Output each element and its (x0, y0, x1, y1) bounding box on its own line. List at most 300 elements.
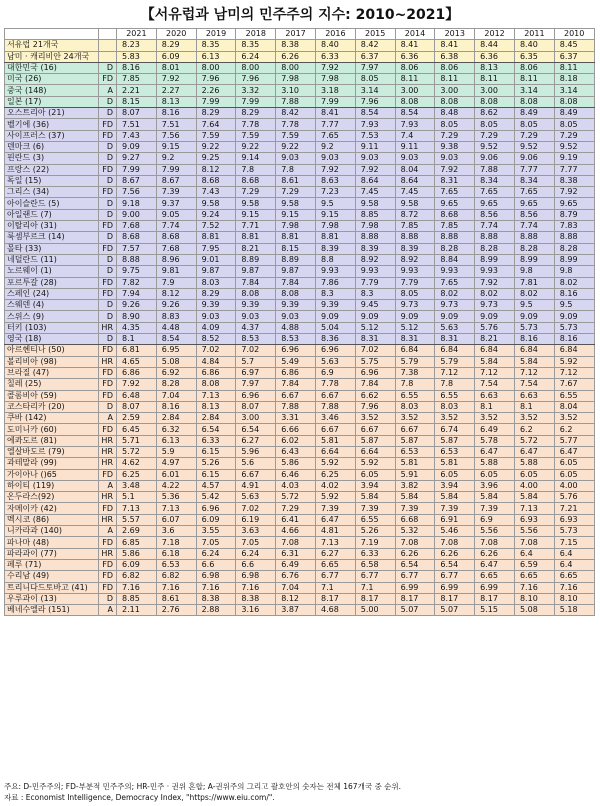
index-value-cell: 8.81 (236, 232, 276, 243)
index-value-cell: 5.84 (514, 356, 554, 367)
index-value-cell: 5.86 (117, 548, 157, 559)
index-value-cell: 6.36 (475, 51, 515, 62)
index-value-cell: 6.86 (117, 367, 157, 378)
index-value-cell: 2.26 (196, 85, 236, 96)
index-value-cell: 3.87 (276, 605, 316, 616)
index-value-cell: 6.86 (276, 367, 316, 378)
index-value-cell: 7.67 (554, 379, 594, 390)
index-value-cell: 6.9 (475, 514, 515, 525)
index-value-cell: 2.76 (156, 605, 196, 616)
index-value-cell: 9.65 (435, 198, 475, 209)
index-value-cell: 8.85 (117, 593, 157, 604)
country-name-cell: 콜롬비아 (59) (5, 390, 99, 401)
index-value-cell: 7.92 (117, 379, 157, 390)
country-name-cell: 엘살바도르 (79) (5, 446, 99, 457)
index-value-cell: 6.62 (355, 390, 395, 401)
footnote-legend: 주요: D-민주주의; FD-부분적 민주주의; HR-민주 · 권위 혼합; A-권위주의 그리고 괄호안의 숫자는 전체 167개국 중 순위. (4, 782, 401, 791)
index-value-cell: 7.65 (315, 130, 355, 141)
index-value-cell: 6.59 (514, 559, 554, 570)
index-value-cell: 7.99 (315, 96, 355, 107)
index-value-cell: 7.98 (276, 74, 316, 85)
index-value-cell: 8.68 (236, 175, 276, 186)
index-value-cell: 3.00 (435, 85, 475, 96)
index-value-cell: 8.16 (554, 334, 594, 345)
index-value-cell: 7.29 (276, 187, 316, 198)
index-value-cell: 7.15 (554, 537, 594, 548)
table-row (5, 593, 595, 604)
index-value-cell: 7.78 (236, 119, 276, 130)
table-row (5, 582, 595, 593)
index-value-cell: 5.18 (554, 605, 594, 616)
table-row (5, 130, 595, 141)
country-name-cell: 일본 (17) (5, 96, 99, 107)
index-value-cell: 8.12 (196, 164, 236, 175)
index-value-cell: 7.85 (117, 74, 157, 85)
index-value-cell: 9.39 (196, 300, 236, 311)
country-name-cell: 도미니카 (60) (5, 424, 99, 435)
index-value-cell: 8.13 (475, 62, 515, 73)
index-value-cell: 5.84 (475, 356, 515, 367)
index-value-cell: 6.31 (276, 548, 316, 559)
index-value-cell: 3.00 (475, 85, 515, 96)
index-value-cell: 8.03 (196, 277, 236, 288)
country-name-cell: 오스트리아 (21) (5, 108, 99, 119)
index-value-cell: 9.93 (315, 266, 355, 277)
index-value-cell: 6.58 (355, 559, 395, 570)
index-value-cell: 6.47 (475, 446, 515, 457)
index-value-cell: 6.64 (355, 446, 395, 457)
regime-type-cell: HR (99, 435, 117, 446)
index-value-cell: 6.13 (156, 435, 196, 446)
index-value-cell: 4.37 (236, 322, 276, 333)
year-header: 2013 (435, 29, 475, 40)
index-value-cell: 6.55 (355, 514, 395, 525)
index-value-cell: 6.47 (315, 514, 355, 525)
index-value-cell: 8.99 (554, 254, 594, 265)
index-value-cell: 5.86 (276, 458, 316, 469)
regime-type-cell: D (99, 141, 117, 152)
index-value-cell: 5.7 (236, 356, 276, 367)
index-value-cell: 8.53 (276, 334, 316, 345)
index-value-cell: 8.35 (236, 40, 276, 51)
index-value-cell: 9.87 (236, 266, 276, 277)
index-value-cell: 5.84 (514, 492, 554, 503)
index-value-cell: 8.64 (355, 175, 395, 186)
index-value-cell: 5.1 (117, 492, 157, 503)
regime-type-cell: FD (99, 537, 117, 548)
index-value-cell: 8.11 (475, 74, 515, 85)
index-value-cell: 6.82 (117, 571, 157, 582)
index-value-cell: 9.87 (276, 266, 316, 277)
table-row (5, 62, 595, 73)
index-value-cell: 7.96 (236, 74, 276, 85)
index-value-cell: 6.35 (514, 51, 554, 62)
index-value-cell: 6.37 (355, 51, 395, 62)
index-value-cell: 7.52 (196, 221, 236, 232)
index-value-cell: 9.87 (196, 266, 236, 277)
index-value-cell: 7.78 (315, 379, 355, 390)
country-name-cell: 네덜란드 (11) (5, 254, 99, 265)
index-value-cell: 3.96 (475, 480, 515, 491)
index-value-cell: 6.84 (475, 345, 515, 356)
table-row (5, 300, 595, 311)
index-value-cell: 7.77 (514, 164, 554, 175)
index-value-cell: 6.96 (315, 345, 355, 356)
index-value-cell: 8.05 (355, 74, 395, 85)
regime-type-cell: FD (99, 390, 117, 401)
index-value-cell: 7.92 (156, 74, 196, 85)
index-value-cell: 9.19 (554, 153, 594, 164)
country-name-cell: 중국 (148) (5, 85, 99, 96)
index-value-cell: 6.33 (355, 548, 395, 559)
index-value-cell: 3.00 (236, 413, 276, 424)
index-value-cell: 7.92 (475, 277, 515, 288)
country-name-cell: 칠레 (25) (5, 379, 99, 390)
index-value-cell: 3.63 (236, 526, 276, 537)
index-value-cell: 8.49 (554, 108, 594, 119)
regime-type-cell: FD (99, 130, 117, 141)
table-row (5, 96, 595, 107)
index-value-cell: 7.71 (236, 221, 276, 232)
index-value-cell: 5.75 (355, 356, 395, 367)
table-row (5, 311, 595, 322)
index-value-cell: 7.43 (117, 130, 157, 141)
index-value-cell: 9.06 (514, 153, 554, 164)
index-value-cell: 8.08 (276, 288, 316, 299)
index-value-cell: 4.57 (196, 480, 236, 491)
index-value-cell: 7.56 (117, 187, 157, 198)
regime-type-cell: FD (99, 221, 117, 232)
index-value-cell: 6.2 (514, 424, 554, 435)
country-name-cell: 이탈리아 (31) (5, 221, 99, 232)
index-value-cell: 4.62 (117, 458, 157, 469)
table-row (5, 119, 595, 130)
index-value-cell: 5.26 (196, 458, 236, 469)
regime-type-cell: D (99, 108, 117, 119)
index-value-cell: 9.58 (395, 198, 435, 209)
index-value-cell: 4.00 (554, 480, 594, 491)
index-value-cell: 8.63 (315, 175, 355, 186)
index-value-cell: 6.37 (554, 51, 594, 62)
index-value-cell: 8.28 (156, 379, 196, 390)
index-value-cell: 8.16 (156, 108, 196, 119)
table-row (5, 209, 595, 220)
index-value-cell: 6.26 (475, 548, 515, 559)
index-value-cell: 8.28 (514, 243, 554, 254)
index-value-cell: 8.17 (315, 593, 355, 604)
country-name-cell: 아이슬란드 (5) (5, 198, 99, 209)
index-value-cell: 7.16 (117, 582, 157, 593)
index-value-cell: 5.46 (435, 526, 475, 537)
index-value-cell: 3.14 (355, 85, 395, 96)
index-value-cell: 8.54 (355, 108, 395, 119)
index-value-cell: 9.03 (276, 153, 316, 164)
democracy-index-table (4, 28, 595, 616)
index-value-cell: 3.14 (514, 85, 554, 96)
index-value-cell: 6.55 (435, 390, 475, 401)
index-value-cell: 9.26 (117, 300, 157, 311)
regime-type-cell: HR (99, 458, 117, 469)
index-value-cell: 7.99 (236, 96, 276, 107)
index-value-cell: 9.09 (117, 141, 157, 152)
index-value-cell: 8.96 (156, 254, 196, 265)
index-value-cell: 9.15 (236, 209, 276, 220)
index-value-cell: 6.05 (554, 458, 594, 469)
table-row (5, 492, 595, 503)
index-value-cell: 8.08 (475, 96, 515, 107)
index-value-cell: 3.00 (395, 85, 435, 96)
index-value-cell: 7.84 (236, 277, 276, 288)
index-value-cell: 8.17 (475, 593, 515, 604)
country-name-cell: 아일랜드 (7) (5, 209, 99, 220)
index-value-cell: 6.98 (196, 571, 236, 582)
index-value-cell: 7.12 (514, 367, 554, 378)
index-value-cell: 8.64 (395, 175, 435, 186)
index-value-cell: 6.2 (554, 424, 594, 435)
index-value-cell: 3.52 (554, 413, 594, 424)
index-value-cell: 7.79 (395, 277, 435, 288)
index-value-cell: 6.05 (475, 469, 515, 480)
index-value-cell: 7.16 (554, 582, 594, 593)
index-value-cell: 7.77 (554, 164, 594, 175)
index-value-cell: 7.88 (475, 164, 515, 175)
index-value-cell: 8.41 (315, 108, 355, 119)
index-value-cell: 8.92 (395, 254, 435, 265)
regime-type-cell: D (99, 311, 117, 322)
index-value-cell: 5.12 (355, 322, 395, 333)
index-value-cell: 8.11 (514, 74, 554, 85)
index-value-cell: 8.00 (276, 62, 316, 73)
index-value-cell: 9.15 (156, 141, 196, 152)
index-value-cell: 6.26 (395, 548, 435, 559)
regime-type-cell: FD (99, 345, 117, 356)
index-value-cell: 2.27 (156, 85, 196, 96)
regime-type-cell: FD (99, 74, 117, 85)
regime-type-cell (99, 51, 117, 62)
index-value-cell: 4.00 (514, 480, 554, 491)
regime-type-cell: A (99, 85, 117, 96)
index-value-cell: 8.12 (276, 593, 316, 604)
index-value-cell: 6.9 (315, 367, 355, 378)
index-value-cell: 2.88 (196, 605, 236, 616)
table-row (5, 74, 595, 85)
index-value-cell: 8.68 (156, 232, 196, 243)
regime-type-cell: D (99, 334, 117, 345)
index-value-cell: 7.19 (355, 537, 395, 548)
index-value-cell: 6.67 (355, 424, 395, 435)
regime-type-cell: D (99, 254, 117, 265)
index-value-cell: 6.33 (196, 435, 236, 446)
index-value-cell: 7.85 (435, 221, 475, 232)
regime-type-cell: FD (99, 469, 117, 480)
index-value-cell: 2.21 (117, 85, 157, 96)
index-value-cell: 7.45 (355, 187, 395, 198)
index-value-cell: 9.81 (156, 266, 196, 277)
index-value-cell: 9.65 (514, 198, 554, 209)
index-value-cell: 8.56 (514, 209, 554, 220)
index-value-cell: 9.03 (236, 311, 276, 322)
index-value-cell: 6.02 (276, 435, 316, 446)
index-value-cell: 6.49 (475, 424, 515, 435)
index-value-cell: 9.58 (276, 198, 316, 209)
index-value-cell: 7.45 (395, 187, 435, 198)
index-value-cell: 5.63 (435, 322, 475, 333)
regime-type-cell: D (99, 593, 117, 604)
index-value-cell: 6.74 (435, 424, 475, 435)
table-row (5, 108, 595, 119)
index-value-cell: 7.93 (395, 119, 435, 130)
index-value-cell: 8.06 (514, 62, 554, 73)
index-value-cell: 7.98 (315, 221, 355, 232)
regime-type-cell: D (99, 175, 117, 186)
table-row (5, 266, 595, 277)
index-value-cell: 7.02 (236, 345, 276, 356)
index-value-cell: 7.99 (156, 164, 196, 175)
index-value-cell: 8.38 (236, 593, 276, 604)
index-value-cell: 7.54 (475, 379, 515, 390)
index-value-cell: 6.05 (435, 469, 475, 480)
index-value-cell: 8.00 (196, 62, 236, 73)
index-value-cell: 8.40 (315, 40, 355, 51)
index-value-cell: 8.08 (395, 96, 435, 107)
index-value-cell: 7.39 (355, 503, 395, 514)
index-value-cell: 9.03 (196, 311, 236, 322)
index-value-cell: 6.07 (156, 514, 196, 525)
index-value-cell: 8.36 (315, 334, 355, 345)
index-value-cell: 6.76 (276, 571, 316, 582)
index-value-cell: 8.49 (514, 108, 554, 119)
index-value-cell: 8.38 (196, 593, 236, 604)
index-value-cell: 5.92 (315, 492, 355, 503)
index-value-cell: 5.63 (315, 356, 355, 367)
index-value-cell: 7.1 (315, 582, 355, 593)
index-value-cell: 3.32 (236, 85, 276, 96)
index-value-cell: 7.39 (156, 187, 196, 198)
index-value-cell: 8.12 (156, 288, 196, 299)
index-value-cell: 8.11 (395, 74, 435, 85)
index-value-cell: 8.84 (435, 254, 475, 265)
year-header: 2017 (276, 29, 316, 40)
index-value-cell: 8.08 (514, 96, 554, 107)
index-value-cell: 9.38 (435, 141, 475, 152)
index-value-cell: 8.42 (355, 40, 395, 51)
index-value-cell: 9.15 (276, 209, 316, 220)
index-value-cell: 5.92 (554, 356, 594, 367)
index-value-cell: 8.61 (276, 175, 316, 186)
index-value-cell: 7.65 (514, 187, 554, 198)
index-value-cell: 8.29 (196, 108, 236, 119)
index-value-cell: 9.73 (475, 300, 515, 311)
index-value-cell: 7.12 (435, 367, 475, 378)
index-value-cell: 3.31 (276, 413, 316, 424)
index-value-cell: 7.05 (236, 537, 276, 548)
index-value-cell: 7.54 (514, 379, 554, 390)
index-value-cell: 8.45 (554, 40, 594, 51)
footnote-source: 자료 : Economist Intelligence, Democracy Index, "https://www.eiu.com/". (4, 793, 275, 802)
table-row (5, 526, 595, 537)
index-value-cell: 8.06 (435, 62, 475, 73)
index-value-cell: 7.92 (355, 164, 395, 175)
index-value-cell: 7.29 (514, 130, 554, 141)
regime-type-cell: FD (99, 379, 117, 390)
index-value-cell: 5.07 (395, 605, 435, 616)
index-value-cell: 9.93 (435, 266, 475, 277)
index-value-cell: 6.43 (276, 446, 316, 457)
index-value-cell: 5.72 (117, 446, 157, 457)
index-value-cell: 8.88 (117, 254, 157, 265)
index-value-cell: 7.16 (156, 582, 196, 593)
table-row (5, 254, 595, 265)
index-value-cell: 5.72 (276, 492, 316, 503)
index-value-cell: 5.56 (475, 526, 515, 537)
country-name-cell: 사이프러스 (37) (5, 130, 99, 141)
table-row (5, 243, 595, 254)
regime-type-cell: FD (99, 582, 117, 593)
country-name-cell: 파라과이 (77) (5, 548, 99, 559)
index-value-cell: 6.09 (156, 51, 196, 62)
index-value-cell: 6.54 (435, 559, 475, 570)
index-value-cell: 6.36 (395, 51, 435, 62)
year-header: 2021 (117, 29, 157, 40)
index-value-cell: 6.25 (315, 469, 355, 480)
table-row (5, 401, 595, 412)
table-row (5, 469, 595, 480)
regime-type-cell: D (99, 198, 117, 209)
index-value-cell: 9.03 (276, 311, 316, 322)
index-value-cell: 8.02 (554, 277, 594, 288)
index-value-cell: 9.93 (395, 266, 435, 277)
index-value-cell: 7.29 (554, 130, 594, 141)
index-value-cell: 8.88 (435, 232, 475, 243)
index-value-cell: 6.24 (236, 548, 276, 559)
table-row (5, 187, 595, 198)
index-value-cell: 6.77 (395, 571, 435, 582)
index-value-cell: 7.65 (435, 187, 475, 198)
index-value-cell: 6.46 (276, 469, 316, 480)
index-value-cell: 5.92 (355, 458, 395, 469)
index-value-cell: 8.16 (554, 288, 594, 299)
index-value-cell: 8.05 (435, 119, 475, 130)
index-value-cell: 7.86 (315, 277, 355, 288)
index-value-cell: 6.32 (156, 424, 196, 435)
index-value-cell: 6.77 (315, 571, 355, 582)
index-value-cell: 9.11 (395, 141, 435, 152)
index-value-cell: 9.8 (514, 266, 554, 277)
index-value-cell: 8.18 (554, 74, 594, 85)
index-value-cell: 6.63 (514, 390, 554, 401)
country-name-cell: 온두라스(92) (5, 492, 99, 503)
index-value-cell: 6.6 (196, 559, 236, 570)
index-value-cell: 9.05 (156, 209, 196, 220)
index-value-cell: 7.16 (236, 582, 276, 593)
index-value-cell: 6.97 (236, 367, 276, 378)
index-value-cell: 6.95 (156, 345, 196, 356)
index-value-cell: 9.09 (355, 311, 395, 322)
index-value-cell: 7.74 (156, 221, 196, 232)
index-value-cell: 8.34 (475, 175, 515, 186)
index-value-cell: 6.77 (355, 571, 395, 582)
index-value-cell: 7.84 (276, 379, 316, 390)
index-value-cell: 7.13 (514, 503, 554, 514)
country-name-cell: 그리스 (34) (5, 187, 99, 198)
index-value-cell: 8.11 (435, 74, 475, 85)
index-value-cell: 6.93 (554, 514, 594, 525)
index-value-cell: 6.54 (395, 559, 435, 570)
index-value-cell: 5.83 (117, 51, 157, 62)
index-value-cell: 8.72 (395, 209, 435, 220)
index-value-cell: 8.00 (236, 62, 276, 73)
index-value-cell: 5.92 (315, 458, 355, 469)
